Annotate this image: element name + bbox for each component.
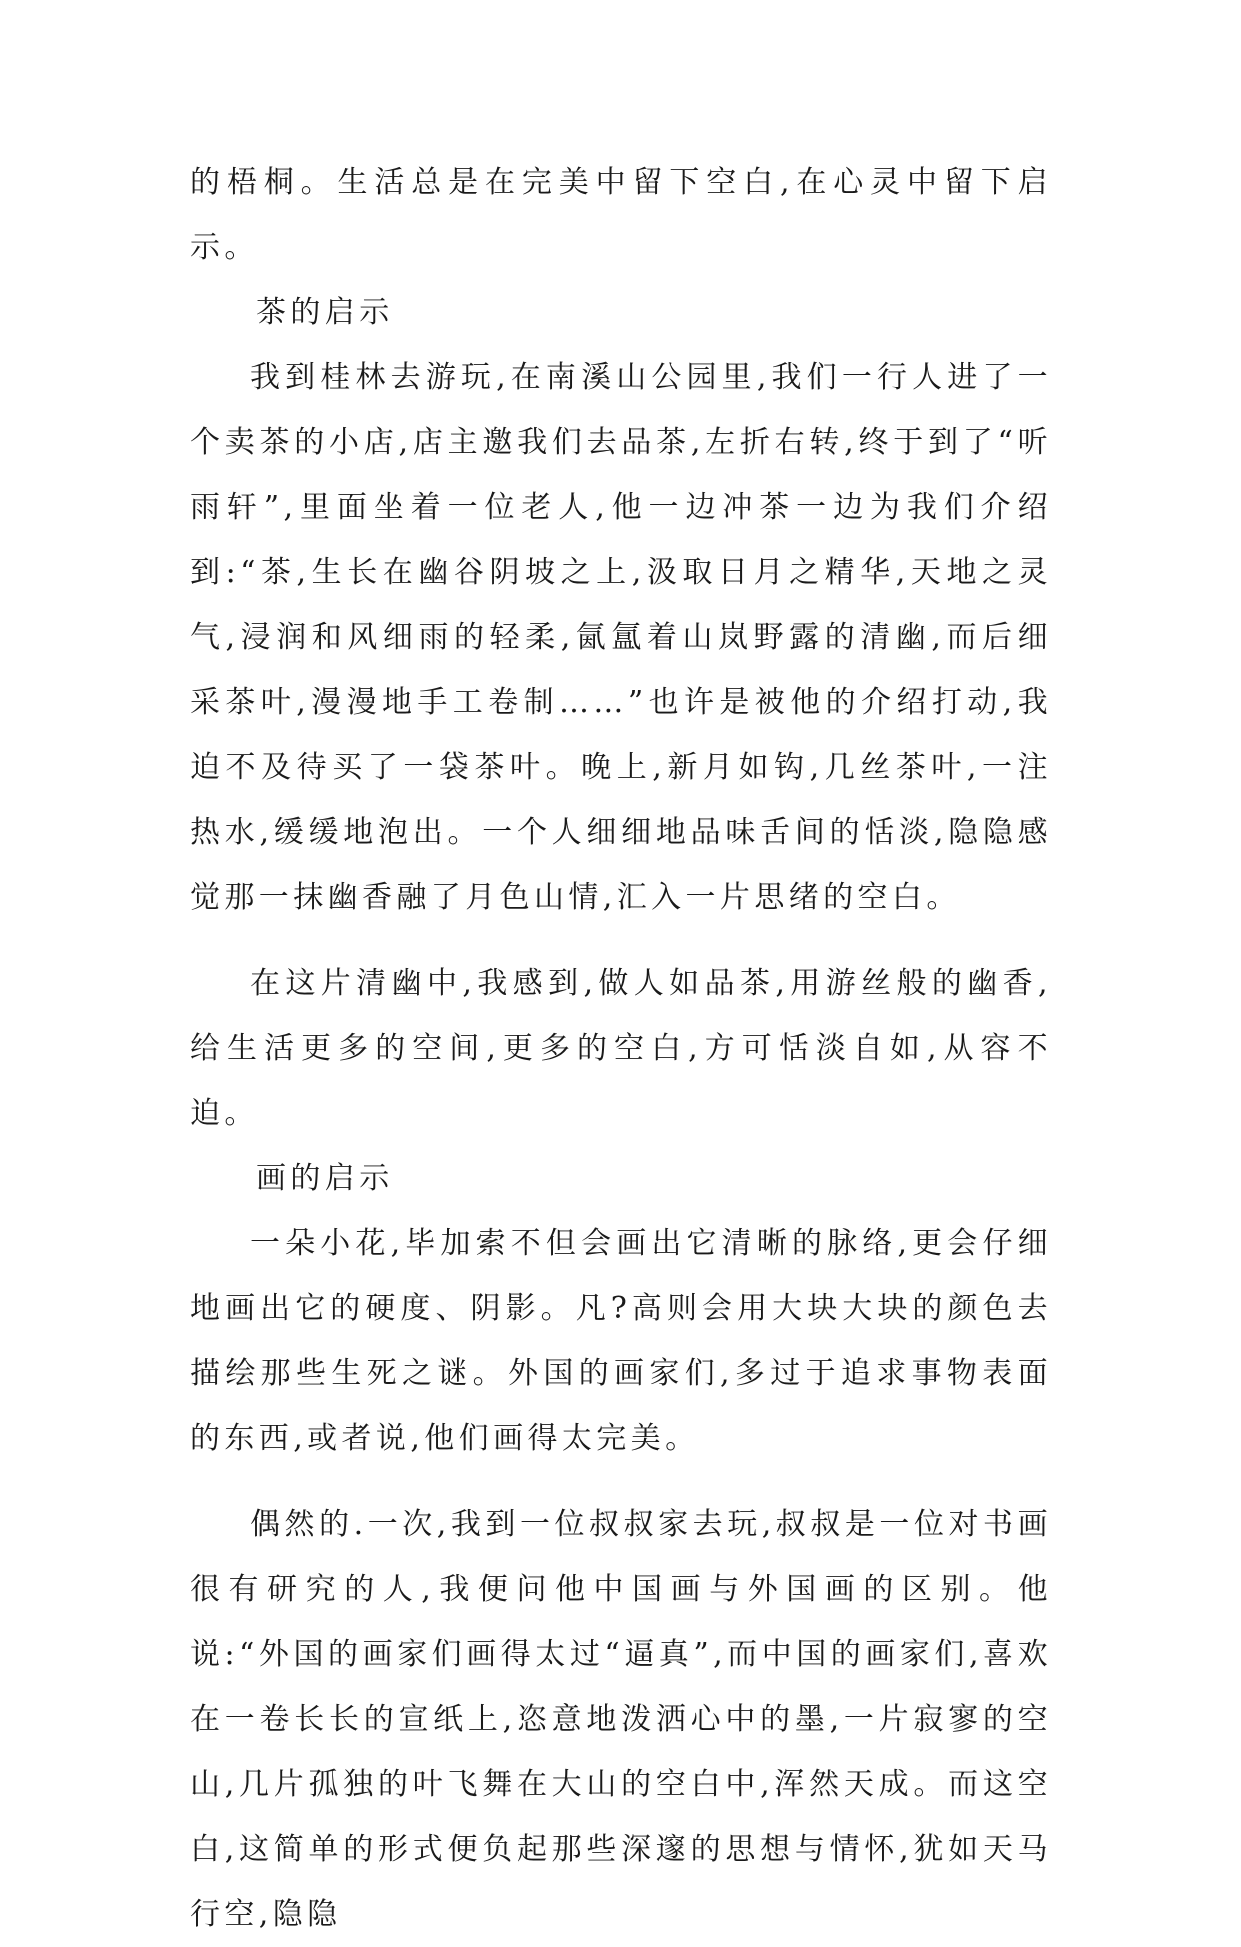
paragraph-painting-western: 一朵小花,毕加索不但会画出它清晰的脉络,更会仔细地画出它的硬度、阴影。凡?高则会用大块大块的颜色去描绘那些生死之谜。外国的画家们,多过于追求事物表面的东西,或者说,他们画得太完美。: [190, 1226, 1052, 1456]
paragraph-gap: [190, 930, 1052, 951]
paragraph-continuation: 的梧桐。生活总是在完美中留下空白,在心灵中留下启示。: [190, 165, 1052, 265]
paragraph-painting-chinese: 偶然的.一次,我到一位叔叔家去玩,叔叔是一位对书画很有研究的人,我便问他中国画与外国画的区别。他说:“外国的画家们画得太过“逼真”,而中国的画家们,喜欢在一卷长长的宣纸上,恣意地泼洒心中的墨,一片寂寥的空山,几片孤独的叶飞舞在大山的空白中,浑然天成。而这空白,这简单的形式便负起那些深邃的思想与情怀,犹如天马行空,隐隐: [190, 1507, 1052, 1932]
paragraph-gap: [190, 1471, 1052, 1492]
section-heading-tea: 茶的启示: [256, 295, 394, 330]
section-heading-painting: 画的启示: [256, 1161, 394, 1196]
paragraph-tea-reflection: 在这片清幽中,我感到,做人如品茶,用游丝般的幽香,给生活更多的空间,更多的空白,方可恬淡自如,从容不迫。: [190, 966, 1052, 1131]
paragraph-tea-story: 我到桂林去游玩,在南溪山公园里,我们一行人进了一个卖茶的小店,店主邀我们去品茶,左折右转,终于到了“听雨轩”,里面坐着一位老人,他一边冲茶一边为我们介绍到:“茶,生长在幽谷阴坡之上,汲取日月之精华,天地之灵气,浸润和风细雨的轻柔,氤氲着山岚野露的清幽,而后细采茶叶,漫漫地手工卷制……”也许是被他的介绍打动,我迫不及待买了一袋茶叶。晚上,新月如钩,几丝茶叶,一注热水,缓缓地泡出。一个人细细地品味舌间的恬淡,隐隐感觉那一抹幽香融了月色山情,汇入一片思绪的空白。: [190, 360, 1052, 915]
document-page: [190, 150, 1052, 1947]
